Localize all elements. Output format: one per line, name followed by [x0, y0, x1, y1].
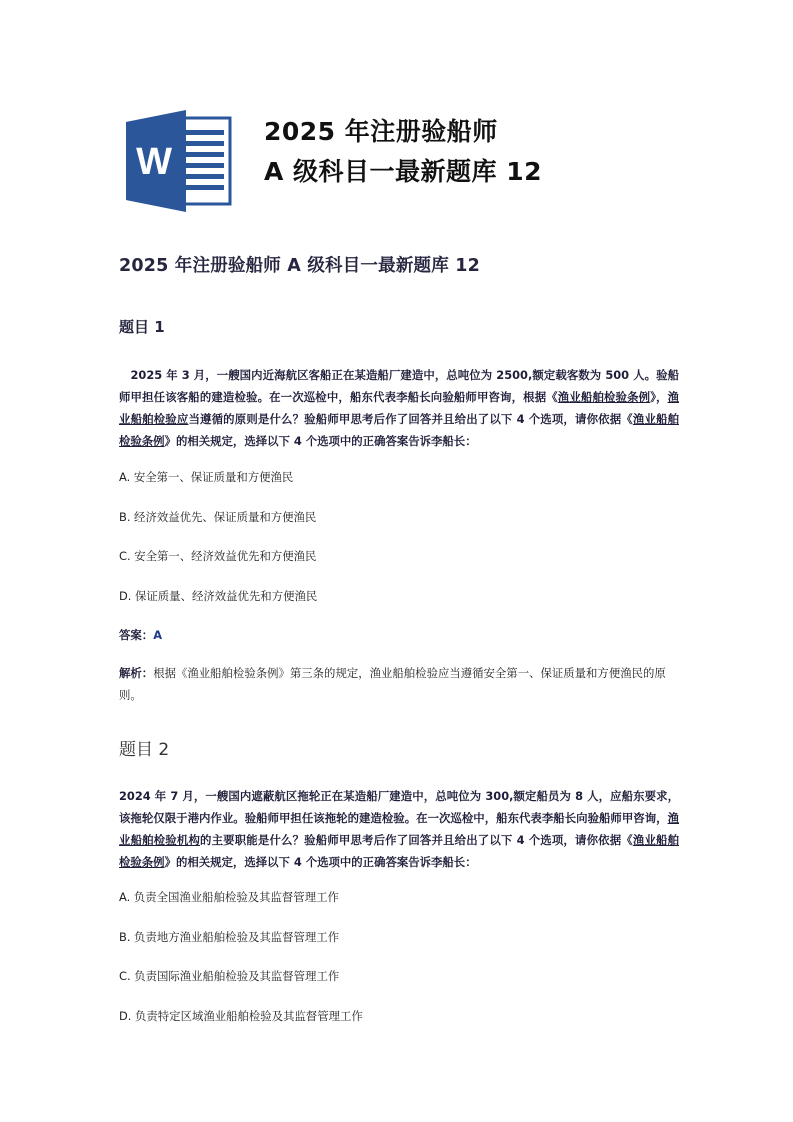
question-2-option-a: A. 负责全国渔业船舶检验及其监督管理工作 [119, 890, 339, 904]
question-1-heading: 题目 1 [119, 318, 165, 336]
word-document-icon [124, 108, 234, 214]
analysis-text: 根据《渔业船舶检验条例》第三条的规定，渔业船舶检验应当遵循安全第一、保证质量和方便渔民的原则。 [119, 666, 666, 702]
question-2-option-b: B. 负责地方渔业船舶检验及其监督管理工作 [119, 930, 340, 944]
question-2-option-d: D. 负责特定区域渔业船舶检验及其监督管理工作 [119, 1009, 363, 1023]
question-1-analysis [119, 662, 679, 706]
question-1-option-a: A. 安全第一、保证质量和方便渔民 [119, 470, 294, 484]
question-1-answer [119, 627, 162, 643]
question-1-option-c: C. 安全第一、经济效益优先和方便渔民 [119, 549, 317, 563]
document-title: 2025 年注册验船师 A 级科目一最新题库 12 [119, 256, 480, 276]
analysis-label: 解析： [119, 666, 154, 680]
question-2-option-c: C. 负责国际渔业船舶检验及其监督管理工作 [119, 969, 340, 983]
answer-label: 答案： [119, 628, 154, 642]
question-2-stem: 2024 年 7 月，一艘国内遮蔽航区拖轮正在某造船厂建造中，总吨位为 300,额定船员为 8 人，应船东要求，该拖轮仅限于港内作业。验船师甲担任该拖轮的建造检验。在一次巡检中，船东代表李船长向验船师甲咨询，渔业船舶检验机构的主要职能是什么？验船师甲思考后作了回答并且给出了以下 4 个选项，请你依据《渔业船舶检验条例》的相关规定，选择以下 4 个选项中的正确答案告诉李船长： [119, 789, 679, 869]
question-1-option-b: B. 经济效益优先、保证质量和方便渔民 [119, 510, 317, 524]
question-1-stem: 2025 年 3 月，一艘国内近海航区客船正在某造船厂建造中，总吨位为 2500,额定载客数为 500 人。验船师甲担任该客船的建造检验。在一次巡检中，船东代表李船长向验船师甲咨询，根据《渔业船舶检验条例》，渔业船舶检验应当遵循的原则是什么？验船师甲思考后作了回答并且给出了以下 4 个选项，请你依据《渔业船舶检验条例》的相关规定，选择以下 4 个选项中的正确答案告诉李船长： [119, 368, 679, 448]
answer-value: A [153, 628, 163, 642]
cover-title-line-1: 2025 年注册验船师 [264, 117, 498, 146]
cover-block [124, 108, 594, 216]
cover-title-line-2: A 级科目一最新题库 12 [264, 157, 543, 186]
svg-text:W: W [136, 141, 172, 183]
cover-title [264, 112, 542, 192]
question-2-heading: 题目 2 [119, 740, 170, 760]
question-1-option-d: D. 保证质量、经济效益优先和方便渔民 [119, 589, 318, 603]
